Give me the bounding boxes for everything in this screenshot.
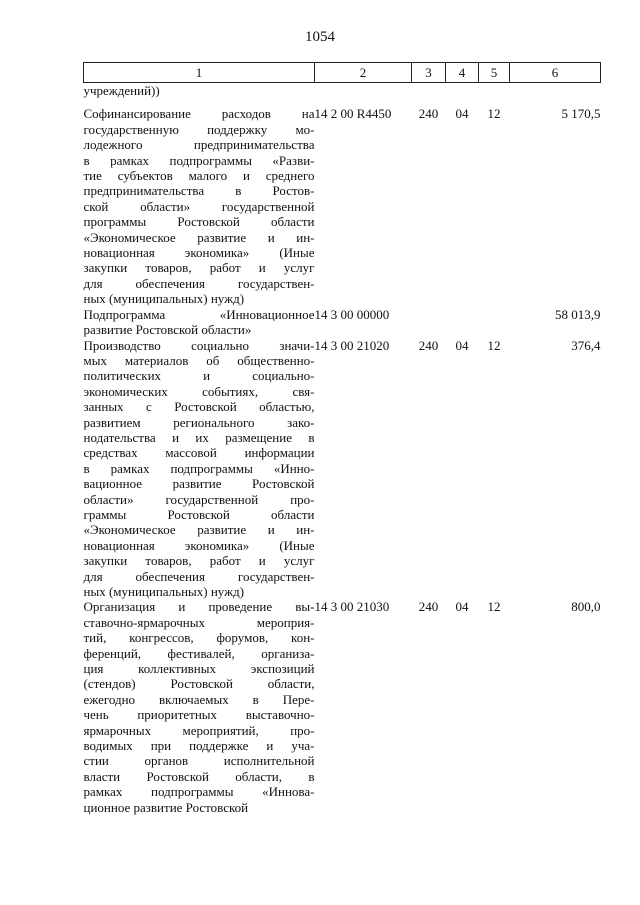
row-col3: 240: [418, 599, 439, 615]
description-line: граммы Ростовской области: [83, 506, 315, 522]
header-row: [84, 63, 601, 83]
table-row: [84, 599, 601, 815]
description-line: ференций, фестивалей, организа-: [83, 645, 315, 661]
description-line: программы Ростовской области: [83, 214, 315, 230]
description-line: ция коллективных экспозиций: [83, 661, 315, 677]
description-line: тий, конгрессов, форумов, кон-: [83, 630, 315, 646]
description-line: ционное развитие Ростовской: [83, 799, 249, 815]
header-col-5: 5: [479, 63, 510, 83]
header-col-1: 1: [84, 63, 315, 83]
description-line: Подпрограмма «Инновационное: [83, 306, 315, 322]
row-col3: [412, 83, 446, 107]
description-line: занных с Ростовской областью,: [83, 399, 315, 415]
description-line: нодательства и их размещение в: [83, 429, 315, 445]
description-line: развитие Ростовской области»: [83, 322, 252, 338]
description-line: ставочно-ярмарочных мероприя-: [83, 614, 315, 630]
row-code: 14 3 00 21030: [314, 599, 390, 615]
budget-table: [83, 62, 601, 815]
row-amount: [510, 83, 601, 107]
page-number: 1054: [305, 29, 335, 45]
description-line: стии органов исполнительной: [83, 753, 315, 769]
row-amount: 58 013,9: [555, 306, 601, 322]
description-line: вационное развитие Ростовской: [83, 476, 315, 492]
description-line: власти Ростовской области, в: [83, 768, 315, 784]
description-line: в рамках подпрограммы «Инно-: [83, 460, 315, 476]
row-col4: [446, 83, 479, 107]
row-code: 14 3 00 00000: [314, 306, 390, 322]
row-col4: 04: [455, 106, 469, 122]
row-description: [84, 338, 315, 600]
table-row: [84, 307, 601, 338]
table-row: [84, 338, 601, 600]
row-amount: 376,4: [571, 337, 601, 353]
description-line: закупки товаров, работ и услуг: [83, 553, 315, 569]
description-line: мых материалов об общественно-: [83, 352, 315, 368]
description-line: предпринимательства в Ростов-: [83, 183, 315, 199]
description-line: новационная экономика» (Иные: [83, 537, 315, 553]
row-col3: 240: [418, 337, 439, 353]
row-col3: 240: [418, 106, 439, 122]
row-col4: 04: [455, 337, 469, 353]
description-line: «Экономическое развитие и ин-: [83, 229, 315, 245]
header-col-2: 2: [315, 63, 412, 83]
description-line: для обеспечения государствен-: [83, 568, 315, 584]
description-line: водимых при поддержке и уча-: [83, 738, 315, 754]
table-row: [84, 106, 601, 306]
description-line: развитием регионального зако-: [83, 414, 315, 430]
row-amount: 800,0: [571, 599, 601, 615]
row-col3: [412, 307, 446, 338]
row-col5: 12: [487, 337, 501, 353]
row-code: [315, 83, 412, 107]
header-col-3: 3: [412, 63, 446, 83]
description-line: средствах массовой информации: [83, 445, 315, 461]
description-line: в рамках подпрограммы «Разви-: [83, 152, 315, 168]
row-amount: 5 170,5: [561, 106, 601, 122]
description-line: ных (муниципальных) нужд): [83, 291, 245, 307]
table-row: [84, 83, 601, 107]
header-col-4: 4: [446, 63, 479, 83]
row-col5: [479, 307, 510, 338]
description-line: новационная экономика» (Иные: [83, 245, 315, 261]
row-code: 14 2 00 R4450: [314, 106, 392, 122]
description-line: ской области» государственной: [83, 198, 315, 214]
description-line: рамках подпрограммы «Иннова-: [83, 784, 315, 800]
row-description: [84, 83, 315, 107]
description-line: экономических событиях, свя-: [83, 383, 315, 399]
description-line: (стендов) Ростовской области,: [83, 676, 315, 692]
description-line: Софинансирование расходов на: [83, 106, 315, 122]
description-line: чень приоритетных выставочно-: [83, 707, 315, 723]
description-line: Организация и проведение вы-: [83, 599, 315, 615]
row-description: [84, 599, 315, 815]
description-line: «Экономическое развитие и ин-: [83, 522, 315, 538]
description-line: Производство социально значи-: [83, 337, 315, 353]
description-line: учреждений)): [83, 83, 160, 98]
row-col4: 04: [455, 599, 469, 615]
description-line: государственную поддержку мо-: [83, 121, 315, 137]
row-col5: 12: [487, 599, 501, 615]
description-line: ных (муниципальных) нужд): [83, 584, 245, 599]
row-code: 14 3 00 21020: [314, 337, 390, 353]
description-line: политических и социально-: [83, 368, 315, 384]
row-description: [84, 307, 315, 338]
description-line: для обеспечения государствен-: [83, 275, 315, 291]
row-col5: 12: [487, 106, 501, 122]
description-line: ярмарочных мероприятий, про-: [83, 722, 315, 738]
row-col5: [479, 83, 510, 107]
description-line: закупки товаров, работ и услуг: [83, 260, 315, 276]
description-line: лодежного предпринимательства: [83, 137, 315, 153]
description-line: ежегодно включаемых в Пере-: [83, 691, 315, 707]
header-col-6: 6: [510, 63, 601, 83]
row-description: [84, 106, 315, 306]
row-col4: [446, 307, 479, 338]
description-line: тие субъектов малого и среднего: [83, 168, 315, 184]
description-line: области» государственной про-: [83, 491, 315, 507]
